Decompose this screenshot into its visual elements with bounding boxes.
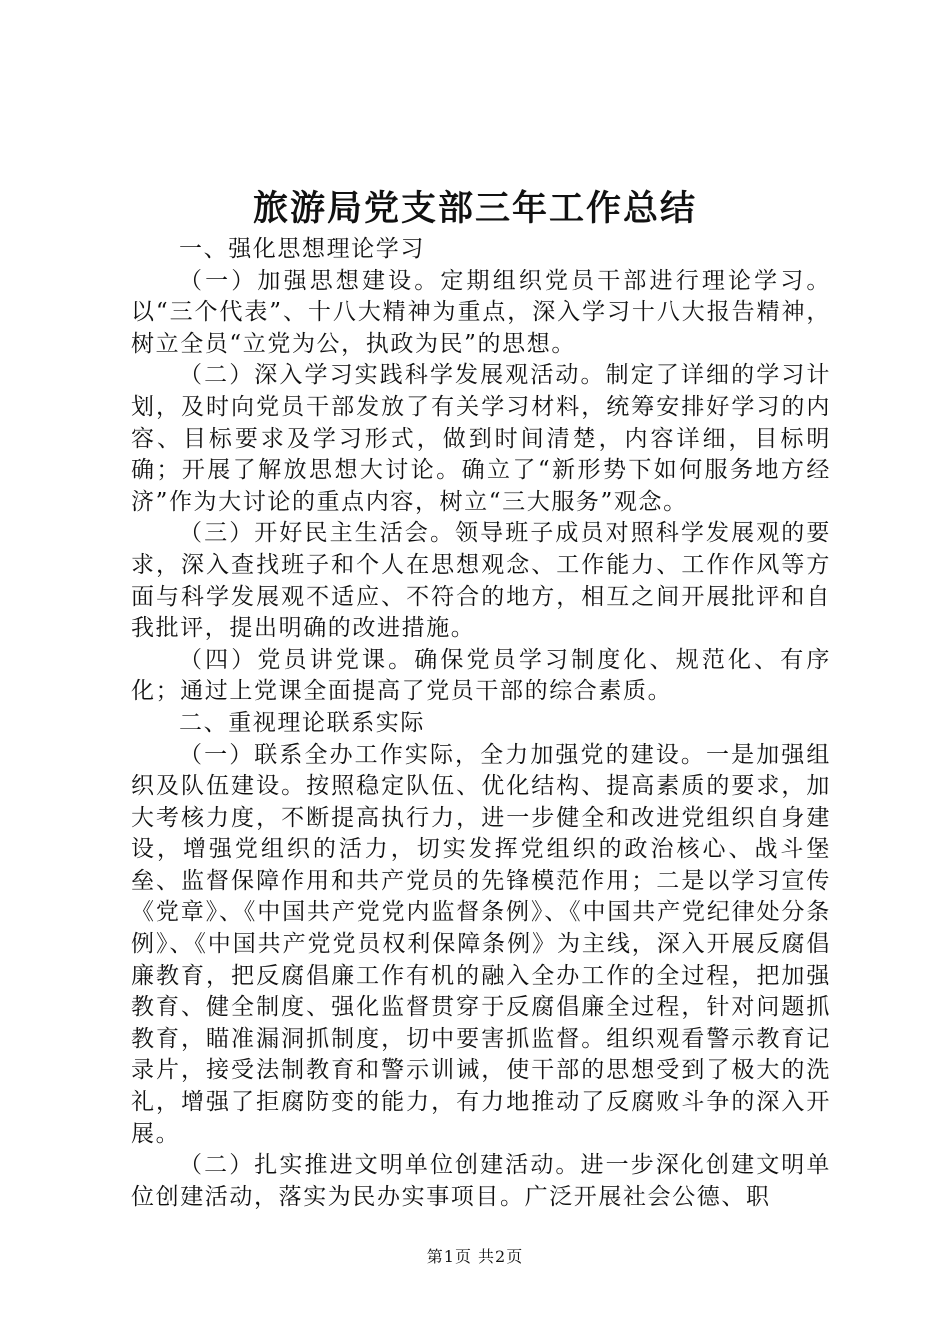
paragraph-1: （一）加强思想建设。定期组织党员干部进行理论学习。以“三个代表”、十八大精神为重点，深入学习十八大报告精神，树立全员“立党为公，执政为民”的思想。 [131,267,831,357]
paragraph-4: （四）党员讲党课。确保党员学习制度化、规范化、有序化；通过上党课全面提高了党员干部的综合素质。 [131,646,831,705]
paragraph-6: （二）扎实推进文明单位创建活动。进一步深化创建文明单位创建活动，落实为民办实事项目。广泛开展社会公德、职 [131,1152,831,1210]
document-body [131,234,831,1213]
section-heading-2: 二、重视理论联系实际 [179,709,425,736]
page-footer: 第1页 共2页 [426,1247,524,1266]
document-title: 旅游局党支部三年工作总结 [252,188,697,229]
paragraph-3: （三）开好民主生活会。领导班子成员对照科学发展观的要求，深入查找班子和个人在思想观念、工作能力、工作作风等方面与科学发展观不适应、不符合的地方，相互之间开展批评和自我批评，提出明确的改进措施。 [131,520,831,642]
paragraph-5: （一）联系全办工作实际，全力加强党的建设。一是加强组织及队伍建设。按照稳定队伍、优化结构、提高素质的要求，加大考核力度，不断提高执行力，进一步健全和改进党组织自身建设，增强党组织的活力，切实发挥党组织的政治核心、战斗堡垒、监督保障作用和共产党员的先锋模范作用；二是以学习宣传《党章》、《中国共产党党内监督条例》、《中国共产党纪律处分条例》、《中国共产党党员权利保障条例》为主线，深入开展反腐倡廉教育，把反腐倡廉工作有机的融入全办工作的全过程，把加强教育、健全制度、强化监督贯穿于反腐倡廉全过程，针对问题抓教育，瞄准漏洞抓制度，切中要害抓监督。组织观看警示教育记录片，接受法制教育和警示训诫，使干部的思想受到了极大的洗礼，增强了拒腐防变的能力，有力地推动了反腐败斗争的深入开展。 [131,741,831,1147]
paragraph-2: （二）深入学习实践科学发展观活动。制定了详细的学习计划，及时向党员干部发放了有关学习材料，统筹安排好学习的内容、目标要求及学习形式，做到时间清楚，内容详细，目标明确；开展了解放思想大讨论。确立了“新形势下如何服务地方经济”作为大讨论的重点内容，树立“三大服务”观念。 [131,362,831,515]
section-heading-1: 一、强化思想理论学习 [179,236,425,262]
